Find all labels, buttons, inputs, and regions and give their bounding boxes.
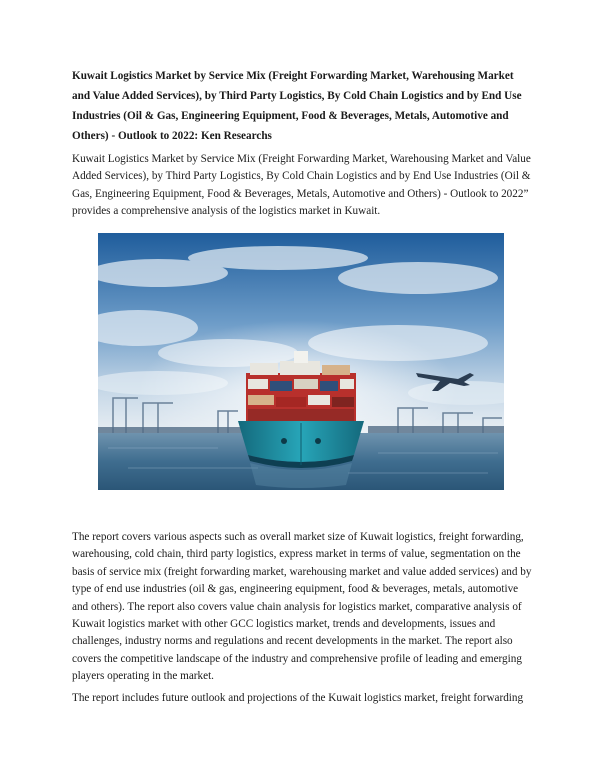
intro-paragraph: Kuwait Logistics Market by Service Mix (Freight Forwarding Market, Warehousing Market and Value Added Services), by Third Party Logistics, By Cold Chain Logistics and by End Use Industries (Oil & Gas, Engineering Equipment, Food & Beverages, Metals, Automotive and Others) - Outlook to 2022” provides a comprehensive analysis of the logistics market in Kuwait.	[72, 153, 531, 218]
document-title: Kuwait Logistics Market by Service Mix (Freight Forwarding Market, Warehousing Market and Value Added Services), by Third Party Logistics, By Cold Chain Logistics and by End Use Industries (Oil & Gas, Engineering Equipment, Food & Beverages, Metals, Automotive and Others) - Outlook to 2022: Ken Researchs	[72, 70, 522, 142]
hero-photo	[98, 233, 504, 490]
container-ship	[238, 351, 364, 488]
body-paragraph-2: The report includes future outlook and projections of the Kuwait logistics market, freight forwarding	[72, 692, 524, 704]
body-paragraph-1: The report covers various aspects such as overall market size of Kuwait logistics, freight forwarding, warehousing, cold chain, third party logistics, express market in terms of value, segmentation on the basis of service mix (freight forwarding market, warehousing market and value added services) and by type of end use industries (oil & gas, engineering equipment, food & beverages, metals, automotive and others). The report also covers value chain analysis for logistics market, comparative analysis of Kuwait logistics market with other GCC logistics market, trends and developments, issues and challenges, industry norms and regulations and recent developments in the market. The report also covers the competitive landscape of the industry and comprehensive profile of leading and emerging players operating in the market.	[72, 531, 532, 683]
